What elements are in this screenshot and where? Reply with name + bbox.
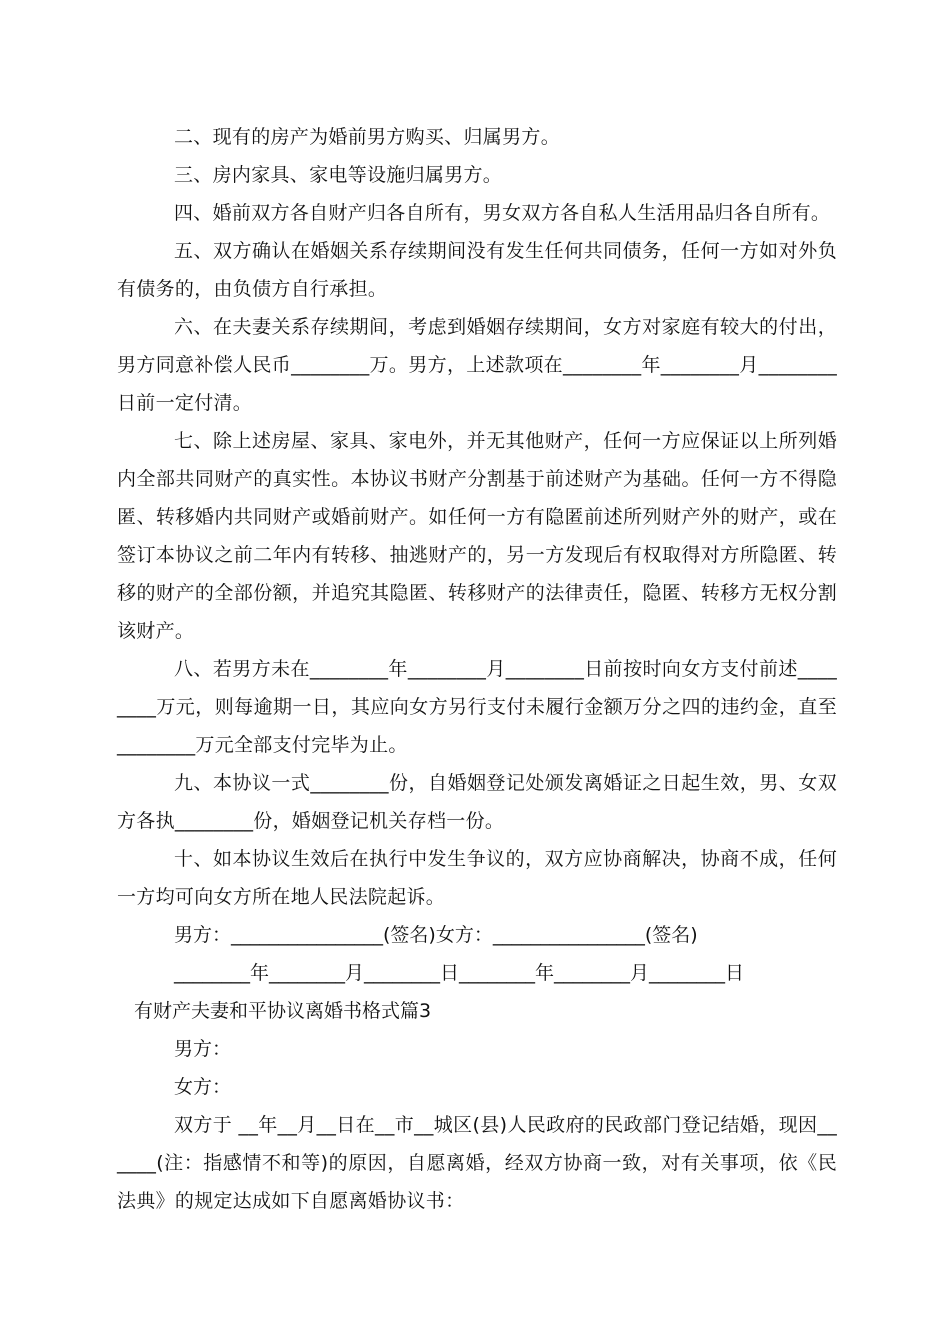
clause-5: 五、双方确认在婚姻关系存续期间没有发生任何共同债务，任何一方如对外负有债务的，由负债方自行承担。 [117, 240, 837, 300]
male-label: 男方： [174, 1038, 232, 1060]
clause-8: 八、若男方未在________年________月________日前按时向女方支付前述________万元，则每逾期一日，其应向女方另行支付未履行金额万分之四的违约金，直至________万元全部支付完毕为止。 [117, 658, 837, 756]
clause-6: 六、在夫妻关系存续期间，考虑到婚姻存续期间，女方对家庭有较大的付出，男方同意补偿人民币________万。男方，上述款项在________年________月________日前一定付清。 [117, 316, 837, 414]
document-body [117, 118, 837, 1220]
clause-3: 三、房内家具、家电等设施归属男方。 [174, 164, 503, 186]
clause-9: 九、本协议一式________份，自婚姻登记处颁发离婚证之日起生效，男、女双方各执________份，婚姻登记机关存档一份。 [117, 772, 837, 832]
date-line: ________年________月________日________年________月________日 [174, 962, 745, 984]
clause-4: 四、婚前双方各自财产归各自所有，男女双方各自私人生活用品归各自所有。 [174, 202, 831, 224]
female-label: 女方： [174, 1076, 232, 1098]
clause-10: 十、如本协议生效后在执行中发生争议的，双方应协商解决，协商不成，任何一方均可向女方所在地人民法院起诉。 [117, 848, 837, 908]
intro-paragraph: 双方于 __年__月__日在__市__城区(县)人民政府的民政部门登记结婚，现因______(注：指感情不和等)的原因，自愿离婚，经双方协商一致，对有关事项，依《民法典》的规定达成如下自愿离婚协议书： [117, 1114, 837, 1212]
signature-line: 男方：________________(签名)女方：________________(签名) [174, 924, 698, 946]
clause-7: 七、除上述房屋、家具、家电外，并无其他财产，任何一方应保证以上所列婚内全部共同财产的真实性。本协议书财产分割基于前述财产为基础。任何一方不得隐匿、转移婚内共同财产或婚前财产。如任何一方有隐匿前述所列财产外的财产，或在签订本协议之前二年内有转移、抽逃财产的，另一方发现后有权取得对方所隐匿、转移的财产的全部份额，并追究其隐匿、转移财产的法律责任，隐匿、转移方无权分割该财产。 [117, 430, 837, 642]
section-title: 有财产夫妻和平协议离婚书格式篇3 [134, 1000, 432, 1022]
clause-2: 二、现有的房产为婚前男方购买、归属男方。 [174, 126, 561, 148]
